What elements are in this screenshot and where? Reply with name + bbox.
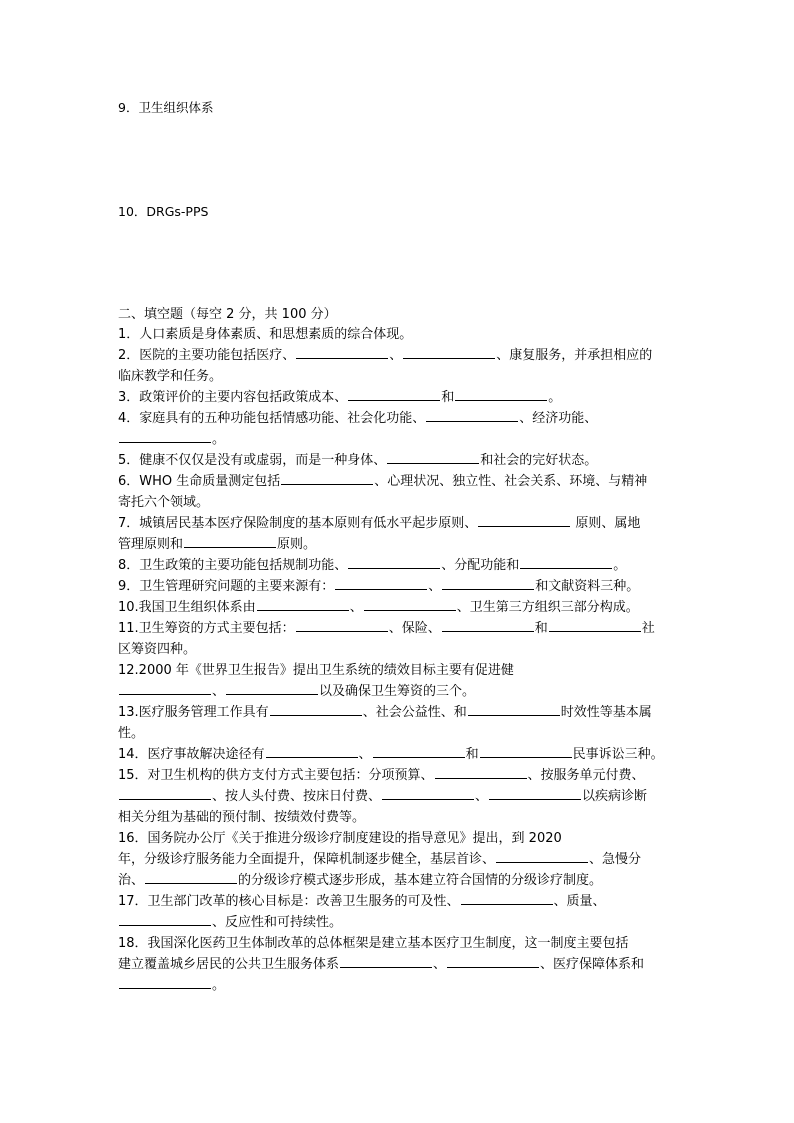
- answer-blank[interactable]: [348, 387, 440, 401]
- answer-blank[interactable]: [447, 954, 539, 968]
- question-text: 民事诉讼三种。: [572, 747, 664, 762]
- question-text: 、按服务单元付费、: [527, 768, 645, 783]
- question-text: 、心理状况、独立性、社会关系、环境、与精神: [374, 474, 648, 489]
- question-text: 、按人头付费、按床日付费、: [212, 789, 382, 804]
- question-line: [118, 324, 676, 345]
- question-text: 、: [358, 747, 372, 762]
- question-text: 和: [465, 747, 479, 762]
- question-text: 17．卫生部门改革的核心目标是：改善卫生服务的可及性、: [118, 894, 460, 909]
- question-text: 8．卫生政策的主要功能包括规制功能、: [118, 558, 348, 573]
- question-11: [118, 618, 676, 660]
- answer-blank[interactable]: [455, 387, 547, 401]
- section-title: 二、填空题（每空 2 分，共 100 分）: [118, 307, 337, 322]
- definition-item-10: 10．DRGs-PPS: [118, 204, 209, 219]
- answer-blank[interactable]: [382, 786, 474, 800]
- question-line: [118, 828, 676, 849]
- question-line: [118, 870, 676, 891]
- question-text: 、卫生第三方组织三部分构成。: [456, 600, 639, 615]
- question-10: [118, 597, 676, 618]
- question-line: [118, 702, 676, 723]
- question-line: [118, 807, 676, 828]
- fill-in-blank-questions: [118, 324, 676, 996]
- question-9: [118, 576, 676, 597]
- answer-blank[interactable]: [373, 744, 465, 758]
- answer-blank[interactable]: [119, 429, 211, 443]
- answer-blank[interactable]: [520, 555, 612, 569]
- question-line: [118, 891, 676, 912]
- question-text: 和社会的完好状态。: [480, 453, 598, 468]
- question-3: [118, 387, 676, 408]
- answer-blank[interactable]: [119, 681, 211, 695]
- question-text: 以疾病诊断: [582, 789, 648, 804]
- question-text: 相关分组为基础的预付制、按绩效付费等。: [118, 810, 366, 825]
- question-text: 临床教学和任务。: [118, 369, 223, 384]
- question-text: 、分配功能和: [441, 558, 520, 573]
- question-text: 18．我国深化医药卫生体制改革的总体框架是建立基本医疗卫生制度，这一制度主要包括: [118, 936, 629, 951]
- question-text: 。: [212, 978, 226, 993]
- question-line: [118, 513, 676, 534]
- question-text: 建立覆盖城乡居民的公共卫生服务体系: [118, 957, 340, 972]
- question-text: 社: [641, 621, 655, 636]
- question-text: 、: [389, 348, 403, 363]
- question-text: 16．国务院办公厅《关于推进分级诊疗制度建设的指导意见》提出，到 2020: [118, 831, 562, 846]
- answer-blank[interactable]: [119, 786, 211, 800]
- question-text: 14．医疗事故解决途径有: [118, 747, 265, 762]
- answer-blank[interactable]: [496, 849, 588, 863]
- question-line: [118, 429, 676, 450]
- question-13: [118, 702, 676, 744]
- question-text: 和: [534, 621, 548, 636]
- answer-blank[interactable]: [340, 954, 432, 968]
- answer-blank[interactable]: [184, 534, 276, 548]
- answer-blank[interactable]: [348, 555, 440, 569]
- question-line: [118, 492, 676, 513]
- question-text: 寄托六个领域。: [118, 495, 210, 510]
- question-text: 、经济功能、: [519, 411, 598, 426]
- answer-blank[interactable]: [281, 471, 373, 485]
- question-16: [118, 828, 676, 891]
- question-line: [118, 681, 676, 702]
- question-line: [118, 723, 676, 744]
- question-line: [118, 618, 676, 639]
- question-line: [118, 408, 676, 429]
- answer-blank[interactable]: [480, 744, 572, 758]
- question-text: 性。: [118, 726, 145, 741]
- question-text: 4．家庭具有的五种功能包括情感功能、社会化功能、: [118, 411, 426, 426]
- question-line: [118, 597, 676, 618]
- question-18: [118, 933, 676, 996]
- question-text: 、康复服务，并承担相应的: [496, 348, 653, 363]
- question-text: 、反应性和可持续性。: [212, 915, 343, 930]
- question-line: [118, 534, 676, 555]
- question-text: 、医疗保障体系和: [540, 957, 645, 972]
- question-text: 原则。: [277, 537, 317, 552]
- question-text: 、: [349, 600, 363, 615]
- question-text: 。: [613, 558, 627, 573]
- question-text: 6．WHO 生命质量测定包括: [118, 474, 281, 489]
- answer-blank[interactable]: [435, 765, 527, 779]
- question-2: [118, 345, 676, 387]
- question-text: 时效性等基本属: [560, 705, 652, 720]
- question-line: [118, 450, 676, 471]
- question-line: [118, 954, 676, 975]
- question-text: 原则、属地: [571, 516, 641, 531]
- question-text: 11.卫生筹资的方式主要包括：: [118, 621, 295, 636]
- question-text: 、: [212, 684, 226, 699]
- question-15: [118, 765, 676, 828]
- answer-blank[interactable]: [270, 702, 362, 716]
- question-line: [118, 639, 676, 660]
- question-text: 7．城镇居民基本医疗保险制度的基本原则有低水平起步原则、: [118, 516, 478, 531]
- question-line: [118, 912, 676, 933]
- question-4: [118, 408, 676, 450]
- question-5: [118, 450, 676, 471]
- answer-blank[interactable]: [296, 618, 388, 632]
- answer-blank[interactable]: [403, 345, 495, 359]
- question-line: [118, 576, 676, 597]
- question-line: [118, 744, 676, 765]
- answer-blank[interactable]: [364, 597, 456, 611]
- question-text: 1．人口素质是身体素质、和思想素质的综合体现。: [118, 327, 413, 342]
- question-line: [118, 849, 676, 870]
- question-1: [118, 324, 676, 345]
- answer-blank[interactable]: [119, 975, 211, 989]
- question-text: 15．对卫生机构的供方支付方式主要包括：分项预算、: [118, 768, 434, 783]
- answer-blank[interactable]: [226, 681, 318, 695]
- question-text: 。: [548, 390, 562, 405]
- question-text: 区筹资四种。: [118, 642, 197, 657]
- question-text: 9．卫生管理研究问题的主要来源有：: [118, 579, 335, 594]
- answer-blank[interactable]: [461, 891, 553, 905]
- answer-blank[interactable]: [387, 450, 479, 464]
- question-text: 和文献资料三种。: [535, 579, 640, 594]
- question-text: 、: [475, 789, 489, 804]
- question-14: [118, 744, 676, 765]
- question-line: [118, 933, 676, 954]
- question-text: 、: [433, 957, 447, 972]
- question-text: 管理原则和: [118, 537, 184, 552]
- question-7: [118, 513, 676, 555]
- answer-blank[interactable]: [145, 870, 237, 884]
- question-text: 3．政策评价的主要内容包括政策成本、: [118, 390, 348, 405]
- question-line: [118, 555, 676, 576]
- question-text: 12.2000 年《世界卫生报告》提出卫生系统的绩效目标主要有促进健: [118, 663, 514, 678]
- question-line: [118, 345, 676, 366]
- question-text: 年，分级诊疗服务能力全面提升，保障机制逐步健全，基层首诊、: [118, 852, 496, 867]
- question-text: 。: [212, 432, 226, 447]
- question-text: 、社会公益性、和: [362, 705, 467, 720]
- question-text: 、质量、: [553, 894, 606, 909]
- question-text: 10.我国卫生组织体系由: [118, 600, 256, 615]
- question-text: 、保险、: [388, 621, 441, 636]
- question-8: [118, 555, 676, 576]
- answer-blank[interactable]: [468, 702, 560, 716]
- question-line: [118, 387, 676, 408]
- question-6: [118, 471, 676, 513]
- answer-blank[interactable]: [335, 576, 427, 590]
- answer-blank[interactable]: [119, 912, 211, 926]
- definition-item-9: 9．卫生组织体系: [118, 100, 214, 115]
- question-line: [118, 660, 676, 681]
- answer-blank[interactable]: [489, 786, 581, 800]
- question-text: 5．健康不仅仅是没有或虚弱，而是一种身体、: [118, 453, 387, 468]
- answer-blank[interactable]: [257, 597, 349, 611]
- answer-blank[interactable]: [549, 618, 641, 632]
- question-12: [118, 660, 676, 702]
- question-text: 、急慢分: [589, 852, 642, 867]
- question-text: 13.医疗服务管理工作具有: [118, 705, 269, 720]
- question-line: [118, 975, 676, 996]
- answer-blank[interactable]: [442, 618, 534, 632]
- answer-blank[interactable]: [478, 513, 570, 527]
- answer-blank[interactable]: [266, 744, 358, 758]
- question-text: 以及确保卫生筹资的三个。: [319, 684, 476, 699]
- question-text: 的分级诊疗模式逐步形成，基本建立符合国情的分级诊疗制度。: [238, 873, 603, 888]
- question-text: 、: [428, 579, 442, 594]
- question-17: [118, 891, 676, 933]
- question-text: 和: [441, 390, 455, 405]
- question-text: 治、: [118, 873, 145, 888]
- answer-blank[interactable]: [296, 345, 388, 359]
- question-line: [118, 366, 676, 387]
- question-line: [118, 765, 676, 786]
- question-text: 2．医院的主要功能包括医疗、: [118, 348, 296, 363]
- question-line: [118, 786, 676, 807]
- question-line: [118, 471, 676, 492]
- answer-blank[interactable]: [426, 408, 518, 422]
- answer-blank[interactable]: [442, 576, 534, 590]
